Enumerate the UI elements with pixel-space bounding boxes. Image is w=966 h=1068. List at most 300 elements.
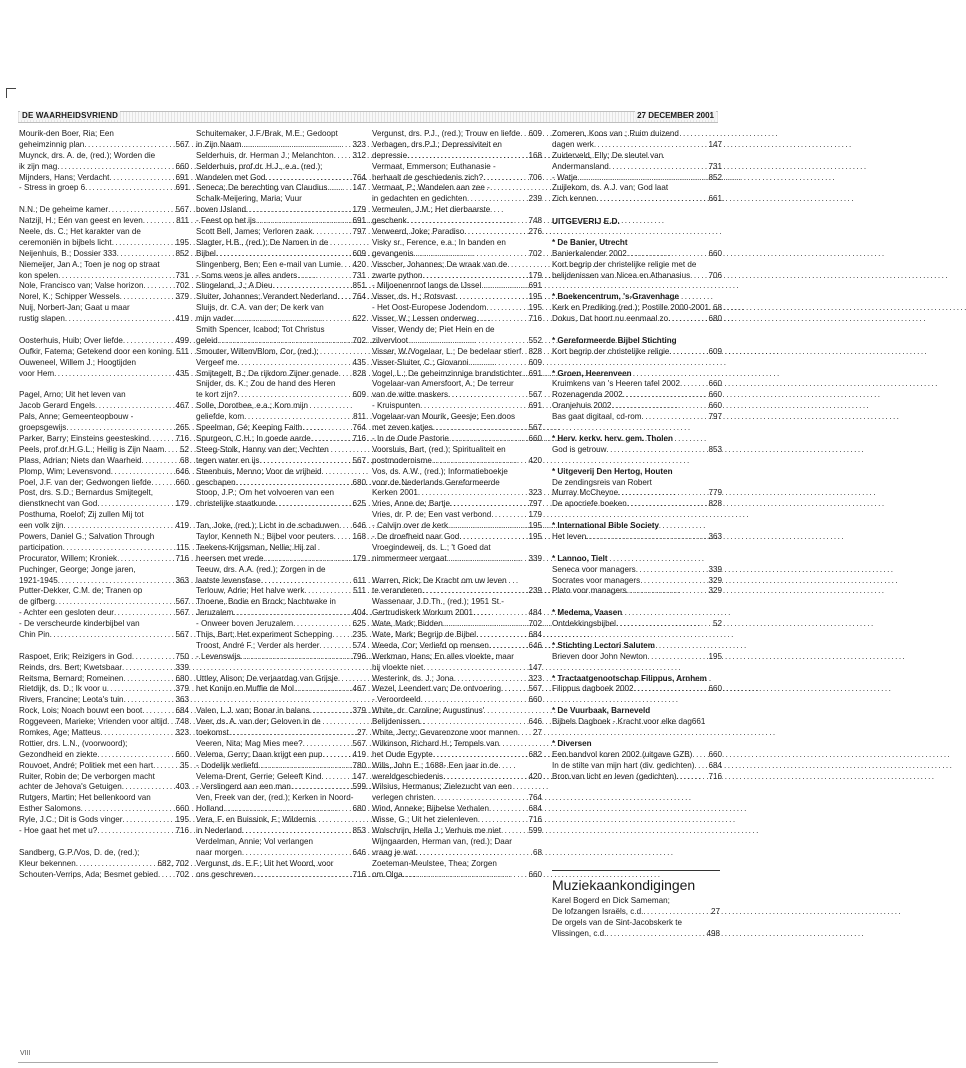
index-entry	[552, 151, 722, 162]
index-entry	[196, 532, 366, 543]
page-number: 646	[528, 640, 542, 650]
leader-dots	[616, 619, 712, 630]
leader-dots	[450, 499, 527, 510]
entry-text: Filippus dagboek 2002	[552, 684, 634, 694]
page-number: 660	[175, 477, 189, 487]
entry-text: Rottier, drs. L.N., (voorwoord);	[19, 738, 128, 748]
entry-text: geschenk	[372, 216, 407, 226]
index-entry	[196, 249, 366, 260]
page-number: 68	[712, 303, 722, 313]
index-entry	[19, 761, 189, 772]
page-number: 567	[175, 205, 189, 215]
page-number: 702	[175, 869, 189, 879]
page-number: 706	[708, 270, 722, 280]
index-entry	[19, 412, 189, 423]
leader-dots	[117, 249, 175, 260]
entry-text: Chin Pin	[19, 629, 50, 639]
entry-text: Wandelen met God	[196, 172, 266, 182]
index-entry	[196, 205, 366, 216]
index-entry	[196, 728, 366, 739]
leader-dots	[690, 271, 707, 282]
leader-dots	[256, 216, 352, 227]
index-entry	[552, 896, 720, 907]
index-entry	[372, 815, 542, 826]
index-entry	[19, 608, 189, 619]
leader-dots	[478, 815, 528, 826]
index-entry	[552, 750, 722, 761]
index-entry	[196, 870, 366, 881]
page-number: 702	[528, 619, 542, 629]
spacer	[552, 728, 722, 739]
leader-dots	[223, 804, 351, 815]
entry-text: Thijs, Bart; Het experiment Schepping	[196, 629, 333, 639]
leader-dots	[81, 804, 175, 815]
music-section	[552, 870, 720, 940]
entry-text: Sandberg, G.P./Vos, D. de, (red.);	[19, 847, 140, 857]
index-entry	[19, 467, 189, 478]
entry-text: Putter-Dekker, C.M. de; Tranen op	[19, 586, 143, 596]
leader-dots	[242, 826, 352, 837]
page-number: 609	[352, 390, 366, 400]
page-number: 660	[708, 401, 722, 411]
index-entry	[552, 478, 722, 489]
spacer	[552, 205, 722, 216]
index-entry	[19, 205, 189, 216]
index-entry	[372, 674, 542, 685]
page-number: 323	[528, 488, 542, 498]
page-number: 363	[175, 695, 189, 705]
leader-dots	[486, 303, 527, 314]
entry-text: Seneca voor managers	[552, 564, 636, 574]
entry-text: White, Jerry; Gevarenzone voor mannen	[372, 727, 518, 737]
entry-text: - Hoe gaat het met u?	[19, 826, 98, 835]
entry-text: groepsgewijs	[19, 423, 67, 433]
entry-text: Vermaat, P.; Wandelen aan zee -	[372, 183, 490, 193]
entry-text: Velema-Drent, Gerrie; Geleeft Kind	[196, 771, 322, 781]
page-number: 622	[352, 314, 366, 324]
index-entry	[19, 739, 189, 750]
page-number: 750	[175, 651, 189, 661]
page-number: 52	[179, 444, 189, 454]
entry-text: Verdelman, Annie; Vol verlangen	[196, 836, 313, 846]
leader-dots	[403, 870, 528, 881]
page-number: 682, 702	[157, 858, 189, 868]
page-number: 420	[528, 455, 542, 465]
entry-text: rustig slapen	[19, 314, 65, 324]
page-number: 435	[352, 357, 366, 367]
leader-dots	[459, 532, 527, 543]
music-entries	[552, 896, 720, 940]
index-entry	[372, 652, 542, 663]
entry-text: Slingeland, J.; A Dieu	[196, 281, 273, 291]
leader-dots	[694, 761, 707, 772]
index-entry	[372, 314, 542, 325]
page-number: 168	[352, 531, 366, 541]
leader-dots	[241, 652, 352, 663]
index-entry	[196, 499, 366, 510]
index-entry	[196, 151, 366, 162]
index-entry	[552, 717, 722, 728]
page-number: 731	[708, 161, 722, 171]
entry-text: mijn vader	[196, 314, 234, 324]
entry-text: Bron van licht en leven (gedichten)	[552, 771, 677, 781]
index-entry	[552, 499, 722, 510]
entry-text: Rutgers, Martin; Het bellenkoord van	[19, 793, 151, 803]
page-number: 853	[352, 826, 366, 835]
index-entry	[19, 216, 189, 227]
leader-dots	[633, 684, 707, 695]
page-number: 716	[175, 433, 189, 443]
index-entry	[552, 576, 722, 587]
index-entry	[372, 761, 542, 772]
page-folio: VIII	[20, 1050, 31, 1057]
index-entry	[19, 782, 189, 793]
index-column-4	[552, 129, 722, 782]
index-entry	[19, 336, 189, 347]
leader-dots	[473, 608, 527, 619]
leader-dots	[109, 173, 174, 184]
index-entry	[196, 216, 366, 227]
entry-text: om Olga	[372, 869, 403, 879]
entry-text: Powers, Daniel G.; Salvation Through	[19, 531, 155, 541]
entry-text: Smouter, Willem/Blom, Cor, (red.);	[196, 346, 319, 356]
entry-text: depressie	[372, 150, 408, 160]
entry-text: voor de Nederlands Gereformeerde	[372, 477, 500, 487]
entry-text: Ouweneel, Willem J.; Hoogtijden	[19, 357, 136, 367]
page-number: 552	[528, 335, 542, 345]
page-number: 195	[708, 651, 722, 661]
entry-text: Zuijlekom, ds. A.J. van; God laat	[552, 183, 669, 193]
index-entry	[19, 532, 189, 543]
index-entry	[372, 260, 542, 271]
leader-dots	[327, 183, 351, 194]
leader-dots	[258, 761, 351, 772]
index-entry	[19, 586, 189, 597]
index-entry	[19, 554, 189, 565]
entry-text: Vogelaar-van Mourik, Geesje; Een doos	[372, 412, 516, 422]
index-entry	[372, 859, 542, 870]
index-entry	[372, 706, 542, 717]
leader-dots	[95, 401, 174, 412]
page-number: 195	[175, 237, 189, 247]
entry-text: Jacob Gerard Engels	[19, 401, 96, 411]
leader-dots	[64, 521, 175, 532]
page-number: 625	[352, 619, 366, 629]
leader-dots	[611, 401, 707, 412]
index-entry	[372, 695, 542, 706]
entry-text: De lofzangen Israëls, c.d.	[552, 906, 644, 916]
page-number: 779	[708, 488, 722, 498]
index-entry	[552, 652, 722, 663]
index-entry	[372, 848, 542, 859]
page-number: 828	[352, 368, 366, 378]
index-entry	[19, 140, 189, 151]
index-entry	[552, 565, 722, 576]
entry-text: zwarte python	[372, 270, 423, 280]
index-entry	[19, 260, 189, 271]
entry-text: voor Hem	[19, 368, 55, 378]
spacer	[552, 543, 722, 554]
entry-text: Jeruzalem	[196, 608, 234, 618]
index-entry	[196, 412, 366, 423]
page-number: 731	[352, 270, 366, 280]
index-entry	[19, 390, 189, 401]
page-number: 68	[179, 455, 189, 465]
entry-text: Smith Spencer, Icabod; Tot Christus	[196, 325, 325, 335]
entry-text: Procurator, Willem; Kroniek	[19, 553, 118, 563]
index-entry	[196, 227, 366, 238]
page-number: 660	[528, 869, 542, 879]
page-number: 684	[528, 629, 542, 639]
page-number: 599	[528, 826, 542, 835]
spacer	[552, 325, 722, 336]
entry-text: hij vloekte niet	[372, 662, 424, 672]
index-entry	[372, 510, 542, 521]
leader-dots	[76, 859, 157, 870]
entry-text: Posthuma, Roelof; Zij zullen Mij tot	[19, 510, 144, 520]
entry-text: - Feest op het ijs	[196, 216, 256, 226]
index-entry	[196, 260, 366, 271]
leader-dots	[422, 586, 528, 597]
entry-text: Rozenagenda 2002	[552, 390, 623, 400]
leader-dots	[143, 281, 174, 292]
leader-dots	[273, 281, 352, 292]
page-number: 702	[528, 248, 542, 258]
index-entry	[196, 303, 366, 314]
leader-dots	[433, 423, 528, 434]
entry-text: Terlouw, Adrie; Het halve werk	[196, 586, 305, 596]
entry-text: Een handvol koren 2002 (uitgave GZB)	[552, 749, 693, 759]
page-number: 339	[708, 564, 722, 574]
index-entry	[552, 684, 722, 695]
page-number: 511	[176, 346, 189, 356]
leader-dots	[97, 826, 174, 837]
entry-text: Poel, J.F. van der; Gedwongen liefde	[19, 477, 152, 487]
entry-text: Ven, Freek van der, (red.); Kerken in Noord-	[196, 793, 354, 803]
leader-dots	[57, 162, 174, 173]
leader-dots	[302, 423, 351, 434]
entry-text: Schouten-Verrips, Ada; Besmet gebied	[19, 869, 159, 879]
index-entry	[19, 238, 189, 249]
leader-dots	[448, 521, 527, 532]
index-entry	[196, 772, 366, 783]
page-number: 179	[528, 270, 542, 280]
index-entry	[372, 663, 542, 674]
index-entry	[372, 412, 542, 423]
spacer	[552, 663, 722, 674]
leader-dots	[114, 608, 175, 619]
entry-text: verlegen christen	[372, 793, 434, 803]
entry-text: van de witte maskers	[372, 390, 449, 400]
index-entry	[372, 499, 542, 510]
leader-dots	[142, 706, 174, 717]
entry-text: Teekens-Krijgsman, Nellie; Hij zal	[196, 542, 317, 552]
index-entry	[196, 521, 366, 532]
index-entry	[196, 815, 366, 826]
index-entry	[372, 467, 542, 478]
leader-dots	[122, 815, 174, 826]
page-number: 851	[352, 281, 366, 291]
index-entry	[552, 303, 722, 314]
entry-text: Verweerd, Joke; Paradiso	[372, 227, 465, 237]
page-number: 265	[175, 423, 189, 433]
entry-text: Wassenaar, J.D.Th., (red.); 1951 St.-	[372, 597, 504, 607]
index-entry	[19, 227, 189, 238]
index-entry	[372, 281, 542, 292]
index-entry	[552, 412, 722, 423]
index-entry	[372, 140, 542, 151]
page-number: 660	[708, 248, 722, 258]
index-entry	[372, 684, 542, 695]
page-number: 609	[528, 129, 542, 138]
leader-dots	[647, 652, 707, 663]
entry-text: Steeg-Stolk, Hanny van der; Vechten	[196, 444, 329, 454]
index-entry	[196, 782, 366, 793]
publisher-heading: * De Banier, Utrecht	[552, 237, 628, 247]
page-number: 691	[528, 368, 542, 378]
spacer	[552, 630, 722, 641]
leader-dots	[242, 848, 352, 859]
page-number: 811	[176, 216, 189, 226]
entry-text: - De verscheurde kinderbijbel van	[19, 619, 140, 629]
index-entry	[372, 303, 542, 314]
entry-text: - Soms wens je alles anders	[196, 270, 298, 280]
entry-text: Vera, F. en Buissink, F.; Wildernis	[196, 815, 316, 825]
index-entry	[196, 859, 366, 870]
entry-text: - In de Oude Pastorie	[372, 433, 449, 443]
leader-dots	[216, 249, 352, 260]
entry-text: Wate, Mark; Bidden	[372, 619, 443, 629]
entry-text: ik zijn mag	[19, 161, 58, 171]
index-entry	[19, 728, 189, 739]
page-number: 811	[353, 412, 366, 422]
index-entry	[372, 630, 542, 641]
entry-text: Vogelaar-van Amersfoort, A.; De terreur	[372, 379, 514, 389]
index-entry	[19, 151, 189, 162]
index-entry	[372, 608, 542, 619]
page-number: 312	[352, 150, 366, 160]
page-number: 716	[352, 869, 366, 879]
index-entry	[19, 772, 189, 783]
spacer	[372, 565, 542, 576]
leader-dots	[577, 173, 707, 184]
entry-text: Sluijs, dr. C.A. van der; De kerk van	[196, 303, 324, 313]
index-entry	[196, 565, 366, 576]
index-entry	[196, 608, 366, 619]
index-entry	[372, 543, 542, 554]
entry-text: Wilsius, Hermanus; Zielezucht van een	[372, 782, 512, 792]
entry-text: - Levenswijs	[196, 651, 241, 661]
page-number: 195	[175, 815, 189, 825]
leader-dots	[448, 390, 527, 401]
entry-text: Vergunst, drs. P.J., (red.); Trouw en liefde	[372, 129, 521, 138]
index-entry	[372, 804, 542, 815]
index-entry	[196, 162, 366, 173]
index-entry	[19, 314, 189, 325]
leader-dots	[246, 205, 352, 216]
entry-text: Vries, Anne de; Bartje	[372, 499, 450, 509]
entry-text: Vogel, L.; De geheimzinnige brandstichter	[372, 368, 522, 378]
page-number: 731	[175, 270, 189, 280]
index-entry	[372, 151, 542, 162]
leader-dots	[677, 772, 708, 783]
entry-text: Pals, Anne; Gemeenteopbouw -	[19, 412, 134, 422]
index-entry	[552, 401, 722, 412]
leader-dots	[669, 347, 707, 358]
entry-text: Troost, André F.; Verder als herder	[196, 640, 320, 650]
entry-text: Ruiter, Robin de; De verborgen macht	[19, 771, 155, 781]
page-number: 716	[175, 553, 189, 563]
entry-text: een volk zijn	[19, 521, 64, 531]
entry-text: Niemeijer, Jan A.; Toen je nog op straat	[19, 259, 160, 269]
page-number: 680	[708, 314, 722, 324]
leader-dots	[421, 695, 528, 706]
entry-text: Visser, W./Vogelaar, L.; De bedelaar stierf	[372, 346, 522, 356]
leader-dots	[423, 663, 527, 674]
entry-text: ons geschreven	[196, 869, 254, 879]
entry-text: Vlissingen, c.d.	[552, 928, 607, 938]
index-entry	[19, 445, 189, 456]
leader-dots	[244, 412, 352, 423]
index-entry	[196, 238, 366, 249]
index-entry	[372, 358, 542, 369]
entry-text: Wisse, G.; Uit het zielenleven	[372, 815, 478, 825]
page-number: 764	[352, 292, 366, 302]
entry-text: Speelman, Gé; Keeping Faith	[196, 423, 303, 433]
leader-dots	[241, 140, 351, 151]
index-entry	[196, 750, 366, 761]
page-number: 567	[528, 684, 542, 694]
publisher-heading: * Herv. kerkv. herv. gem. Tholen	[552, 433, 674, 443]
leader-dots	[433, 750, 528, 761]
leader-dots	[339, 369, 352, 380]
leader-dots	[692, 750, 707, 761]
entry-text: Kerk en Prediking (red.); Postille 2000-2001	[552, 303, 710, 313]
index-entry	[372, 194, 542, 205]
entry-text: Vermeulen, J.M.; Het dierbaarste	[372, 205, 491, 215]
entry-text: Westerink, ds. J.; Jona	[372, 673, 454, 683]
index-entry	[196, 140, 366, 151]
entry-text: Nole, Francisco van; Valse horizon	[19, 281, 144, 291]
leader-dots	[149, 434, 174, 445]
index-entry	[552, 140, 722, 151]
page-number: 68	[532, 847, 542, 857]
index-entry	[19, 652, 189, 663]
index-entry	[196, 347, 366, 358]
page-number: 625	[352, 499, 366, 509]
index-entry	[372, 586, 542, 597]
leader-dots	[416, 848, 532, 859]
entry-text: Banierkalender 2002	[552, 248, 627, 258]
index-entry	[372, 750, 542, 761]
entry-text: Visser, ds. H.; Rotsvast	[372, 292, 456, 302]
index-entry	[19, 488, 189, 499]
entry-text: Voorsluis, Bart, (red.); Spiritualiteit en	[372, 444, 506, 454]
entry-text: Warren, Rick; De Kracht om uw leven	[372, 575, 507, 585]
index-entry	[19, 859, 189, 870]
leader-dots	[520, 129, 527, 140]
entry-text: - Het Oost-Europese Jodendom	[372, 303, 487, 313]
leader-dots	[294, 684, 352, 695]
entry-text: Kort begrip der christelijke religie met de	[552, 259, 697, 269]
index-entry	[196, 684, 366, 695]
entry-text: Taylor, Kenneth N.; Bijbel voor peuters	[196, 531, 334, 541]
page-number: 179	[352, 205, 366, 215]
entry-text: Verhagen, drs.P.J.; Depressiviteit en	[372, 139, 502, 149]
entry-text: zilvervloot	[372, 335, 408, 345]
index-entry	[552, 314, 722, 325]
index-entry	[552, 260, 722, 271]
